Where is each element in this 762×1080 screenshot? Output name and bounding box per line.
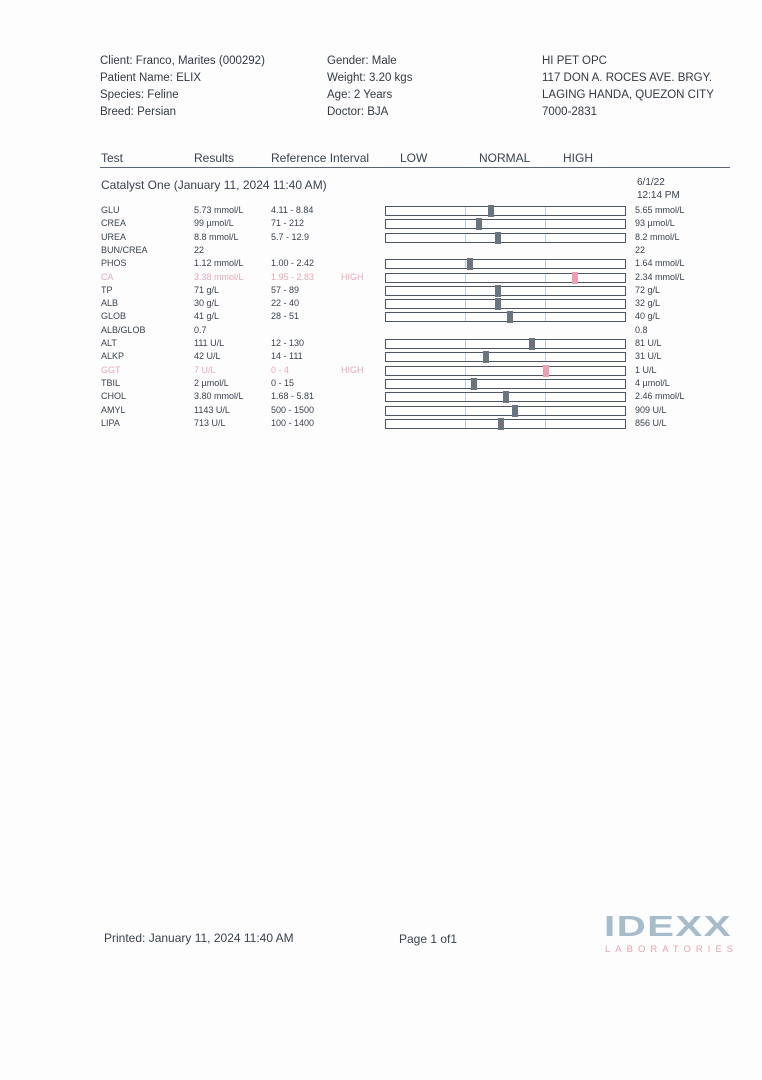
idexx-logo [604,910,734,956]
column-results: Results [194,151,235,165]
range-divider-low [465,287,466,295]
result-row-ggt [0,365,762,378]
result-row-amyl [0,405,762,418]
previous-result: 2.34 mmol/L [635,271,685,282]
previous-result: 72 g/L [635,284,661,295]
range-bar [385,219,626,229]
test-result: 42 U/L [194,351,221,362]
result-marker [543,365,549,377]
reference-interval: 0 - 4 [271,364,290,375]
range-divider-high [545,420,546,428]
previous-result: 5.65 mmol/L [635,205,685,215]
result-marker [495,285,501,297]
test-name: PHOS [101,258,127,269]
result-row-crea [0,218,762,231]
result-row-ca [0,272,762,285]
test-name: ALKP [101,351,125,362]
idexx-logo-graphic [604,910,734,956]
previous-date: 6/1/22 [637,177,665,188]
result-row-alkp [0,351,762,364]
result-flag: HIGH [341,271,364,282]
test-result: 5.73 mmol/L [194,205,244,215]
column-normal: NORMAL [479,151,531,165]
test-result: 7 U/L [194,364,216,375]
range-bar [385,366,626,376]
column-reference: Reference Interval [271,151,370,165]
test-name: BUN/CREA [101,244,148,255]
previous-result: 93 µmol/L [635,218,675,229]
range-bar [385,206,626,216]
reference-interval: 57 - 89 [271,284,300,295]
clinic-info [542,53,714,121]
range-divider-low [465,340,466,348]
test-result: 2 µmol/L [194,377,229,388]
range-bar [385,299,626,309]
column-high: HIGH [563,151,593,165]
range-bar [385,233,626,243]
range-divider-low [465,367,466,375]
result-marker [503,391,509,403]
range-divider-high [545,207,546,215]
range-divider-low [465,300,466,308]
previous-result: 2.46 mmol/L [635,391,685,402]
previous-result: 31 U/L [635,351,662,362]
test-result: 0.7 [194,324,207,335]
printed-date: Printed: January 11, 2024 11:40 AM [104,931,294,945]
client-info [100,53,265,121]
result-marker [495,298,501,310]
result-row-glob [0,311,762,324]
result-marker [498,418,504,430]
test-name: GLOB [101,311,127,322]
clinic-phone: 7000-2831 [542,106,597,118]
test-result: 41 g/L [194,311,220,322]
range-bar [385,312,626,322]
range-bar [385,259,626,269]
result-marker [572,272,578,284]
result-marker [507,311,513,323]
logo-brand-text: IDEXX [604,911,732,943]
previous-result: 1 U/L [635,364,657,375]
reference-interval: 1.00 - 2.42 [271,258,315,269]
test-name: CREA [101,218,127,229]
result-row-chol [0,391,762,404]
test-name: ALT [101,338,117,348]
clinic-address-2: LAGING HANDA, QUEZON CITY [542,89,714,101]
previous-result: 0.8 [635,324,648,335]
range-divider-high [545,407,546,415]
range-divider-low [465,220,466,228]
range-divider-high [545,353,546,361]
reference-interval: 5.7 - 12.9 [271,231,310,242]
range-bar [385,286,626,296]
range-bar [385,339,626,349]
range-bar [385,392,626,402]
logo-sub-text: LABORATORIES [605,944,733,955]
result-row-alt [0,338,762,351]
reference-interval: 1.68 - 5.81 [271,391,315,402]
previous-time: 12:14 PM [637,190,680,201]
result-marker [495,232,501,244]
weight: Weight: 3.20 kgs [327,72,413,84]
result-row-tp [0,285,762,298]
reference-interval: 12 - 130 [271,338,305,348]
result-row-alb [0,298,762,311]
test-result: 22 [194,244,205,255]
range-divider-high [545,287,546,295]
gender: Gender: Male [327,55,397,67]
age: Age: 2 Years [327,89,393,101]
species: Species: Feline [100,89,179,101]
range-bar [385,352,626,362]
range-divider-high [545,300,546,308]
reference-interval: 500 - 1500 [271,404,315,415]
result-row-glu [0,205,762,218]
result-marker [471,378,477,390]
test-name: ALB [101,298,119,309]
result-row-phos [0,258,762,271]
result-marker [483,351,489,363]
result-marker [512,405,518,417]
reference-interval: 71 - 212 [271,218,305,229]
range-divider-high [545,313,546,321]
range-divider-high [545,393,546,401]
test-result: 3.38 mmol/L [194,271,244,282]
client-name: Client: Franco, Marites (000292) [100,55,265,67]
result-marker [488,205,494,217]
previous-result: 22 [635,244,646,255]
range-divider-low [465,313,466,321]
test-result: 1143 U/L [194,404,230,415]
test-name: ALB/GLOB [101,324,146,335]
reference-interval: 4.11 - 8.84 [271,205,314,215]
logo-brand [604,911,732,943]
range-divider-low [465,353,466,361]
test-result: 30 g/L [194,298,220,309]
previous-result: 4 µmol/L [635,377,670,388]
range-divider-high [545,380,546,388]
column-low: LOW [400,151,428,165]
test-name: GGT [101,364,121,375]
test-name: CA [101,271,114,282]
range-divider-low [465,407,466,415]
range-divider-low [465,420,466,428]
reference-interval: 0 - 15 [271,377,295,388]
reference-interval: 1.95 - 2.83 [271,271,315,282]
previous-result: 909 U/L [635,404,667,415]
range-bar [385,273,626,283]
result-marker [529,338,535,350]
test-result: 99 µmol/L [194,218,234,229]
result-row-bun-crea [0,245,762,258]
previous-result: 8.2 mmol/L [635,231,680,242]
test-result: 8.8 mmol/L [194,231,239,242]
result-row-lipa [0,418,762,431]
previous-result: 1.64 mmol/L [635,258,685,269]
range-divider-low [465,207,466,215]
test-result: 71 g/L [194,284,220,295]
range-divider-low [465,234,466,242]
reference-interval: 28 - 51 [271,311,300,322]
result-flag: HIGH [341,364,364,375]
range-bar [385,379,626,389]
previous-result: 32 g/L [635,298,661,309]
test-name: AMYL [101,404,126,415]
test-name: UREA [101,231,127,242]
test-name: TP [101,284,113,295]
test-name: LIPA [101,417,120,428]
test-result: 3.80 mmol/L [194,391,244,402]
range-divider-high [545,234,546,242]
reference-interval: 14 - 111 [271,351,303,362]
range-bar [385,406,626,416]
previous-result: 856 U/L [635,417,667,428]
test-name: GLU [101,205,120,215]
range-divider-high [545,340,546,348]
page-number: Page 1 of1 [399,932,458,946]
reference-interval: 22 - 40 [271,298,300,309]
result-row-alb-glob [0,325,762,338]
doctor: Doctor: BJA [327,106,389,118]
section-title: Catalyst One (January 11, 2024 11:40 AM) [101,178,327,192]
patient-name: Patient Name: ELIX [100,72,201,84]
result-row-tbil [0,378,762,391]
header-rule [100,167,730,168]
test-name: TBIL [101,377,121,388]
range-bar [385,419,626,429]
test-result: 713 U/L [194,417,226,428]
test-result: 1.12 mmol/L [194,258,244,269]
range-divider-low [465,380,466,388]
previous-result: 40 g/L [635,311,661,322]
range-divider-low [465,393,466,401]
patient-details [327,53,412,121]
range-divider-high [545,220,546,228]
column-test: Test [101,151,124,165]
clinic-name: HI PET OPC [542,55,607,67]
breed: Breed: Persian [100,106,177,118]
reference-interval: 100 - 1400 [271,417,315,428]
result-row-urea [0,232,762,245]
test-name: CHOL [101,391,127,402]
test-result: 111 U/L [194,338,225,348]
result-marker [467,258,473,270]
result-marker [476,218,482,230]
range-divider-high [545,274,546,282]
previous-result: 81 U/L [635,338,662,348]
range-divider-high [545,260,546,268]
range-divider-low [465,274,466,282]
clinic-address-1: 117 DON A. ROCES AVE. BRGY. [542,72,713,84]
